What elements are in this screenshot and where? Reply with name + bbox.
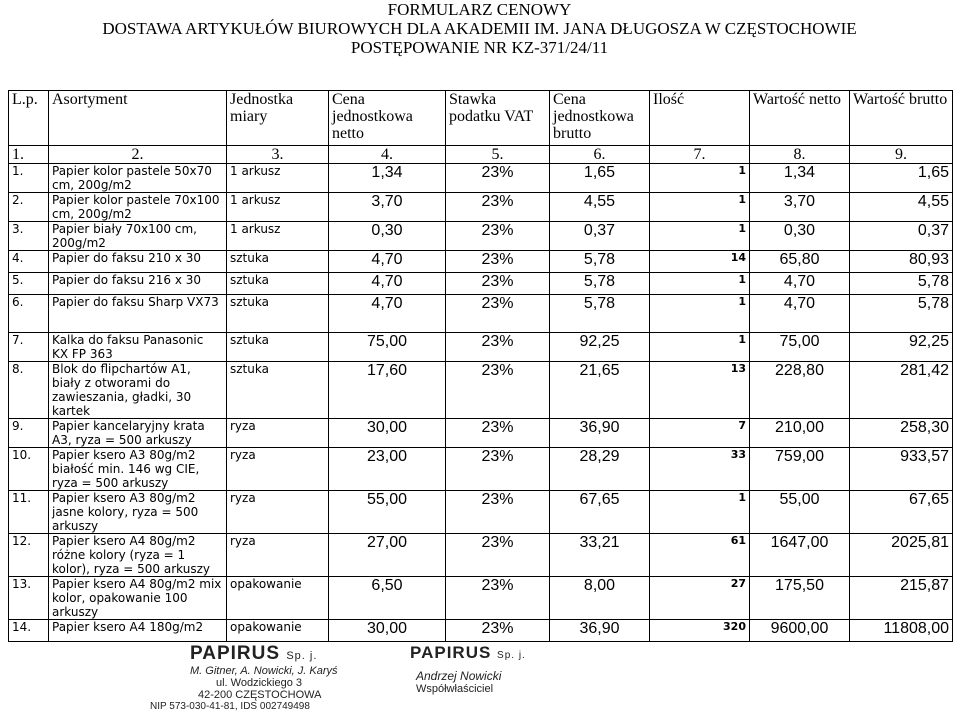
row-net-value: 0,30 (750, 222, 850, 251)
row-vat-rate: 23% (446, 164, 550, 193)
stamp-street: ul. Wodzickiego 3 (216, 677, 303, 689)
row-vat-rate: 23% (446, 491, 550, 534)
row-unit-gross-price: 5,78 (550, 273, 650, 295)
stamp-tax-id: NIP 573-030-41-81, IDS 002749498 (150, 701, 310, 712)
row-lp: 10. (9, 448, 49, 491)
row-net-value: 65,80 (750, 251, 850, 273)
row-net-value: 210,00 (750, 419, 850, 448)
row-unit-net-price: 23,00 (329, 448, 446, 491)
row-gross-value: 67,65 (850, 491, 953, 534)
stamp-city: 42-200 CZĘSTOCHOWA (198, 689, 322, 701)
row-unit-gross-price: 0,37 (550, 222, 650, 251)
row-item-name: Papier kancelaryjny krata A3, ryza = 500 arkuszy (49, 419, 227, 448)
row-item-name: Papier do faksu 210 x 30 (49, 251, 227, 273)
row-lp: 9. (9, 419, 49, 448)
row-item-name: Papier ksero A4 80g/m2 mix kolor, opakowanie 100 arkuszy (49, 577, 227, 620)
row-unit: 1 arkusz (227, 164, 329, 193)
row-unit-gross-price: 36,90 (550, 419, 650, 448)
col-number: 2. (49, 146, 227, 164)
row-lp: 6. (9, 295, 49, 333)
row-unit-net-price: 0,30 (329, 222, 446, 251)
row-quantity: 1 (650, 333, 750, 362)
row-quantity: 1 (650, 491, 750, 534)
row-unit-gross-price: 5,78 (550, 295, 650, 333)
row-unit-net-price: 55,00 (329, 491, 446, 534)
row-unit-net-price: 3,70 (329, 193, 446, 222)
signature-name: Andrzej Nowicki (416, 669, 502, 683)
row-gross-value: 281,42 (850, 362, 953, 419)
row-quantity: 1 (650, 222, 750, 251)
row-lp: 4. (9, 251, 49, 273)
row-item-name: Papier kolor pastele 50x70 cm, 200g/m2 (49, 164, 227, 193)
row-gross-value: 1,65 (850, 164, 953, 193)
col-header: Cena jednostkowa netto (329, 91, 446, 146)
column-header-row (9, 91, 953, 146)
row-net-value: 55,00 (750, 491, 850, 534)
row-vat-rate: 23% (446, 620, 550, 642)
stamp-brand: PAPIRUS (190, 643, 281, 664)
row-unit-gross-price: 5,78 (550, 251, 650, 273)
row-unit-net-price: 30,00 (329, 419, 446, 448)
row-vat-rate: 23% (446, 448, 550, 491)
table-row (9, 534, 953, 577)
row-unit-net-price: 4,70 (329, 295, 446, 333)
row-item-name: Kalka do faksu Panasonic KX FP 363 (49, 333, 227, 362)
row-unit: sztuka (227, 333, 329, 362)
table-row (9, 362, 953, 419)
row-unit-gross-price: 8,00 (550, 577, 650, 620)
row-net-value: 228,80 (750, 362, 850, 419)
row-unit-net-price: 17,60 (329, 362, 446, 419)
column-number-row (9, 146, 953, 164)
row-quantity: 13 (650, 362, 750, 419)
table-row (9, 193, 953, 222)
row-unit: sztuka (227, 273, 329, 295)
row-quantity: 7 (650, 419, 750, 448)
row-unit-net-price: 1,34 (329, 164, 446, 193)
row-unit-net-price: 6,50 (329, 577, 446, 620)
col-number: 9. (850, 146, 953, 164)
row-item-name: Papier biały 70x100 cm, 200g/m2 (49, 222, 227, 251)
signature-role: Współwłaściciel (416, 683, 494, 695)
row-gross-value: 258,30 (850, 419, 953, 448)
row-lp: 11. (9, 491, 49, 534)
row-gross-value: 4,55 (850, 193, 953, 222)
table-row (9, 251, 953, 273)
row-unit-net-price: 30,00 (329, 620, 446, 642)
col-number: 4. (329, 146, 446, 164)
col-header: Stawka podatku VAT (446, 91, 550, 146)
row-gross-value: 5,78 (850, 295, 953, 333)
row-item-name: Papier ksero A4 80g/m2 różne kolory (ryza = 1 kolor), ryza = 500 arkuszy (49, 534, 227, 577)
signature-stamp (410, 643, 530, 695)
row-gross-value: 92,25 (850, 333, 953, 362)
row-lp: 2. (9, 193, 49, 222)
form-title: FORMULARZ CENOWY (387, 0, 572, 19)
row-lp: 3. (9, 222, 49, 251)
row-unit-gross-price: 67,65 (550, 491, 650, 534)
col-header: Jednostka miary (227, 91, 329, 146)
row-gross-value: 2025,81 (850, 534, 953, 577)
col-header: L.p. (9, 91, 49, 146)
table-row (9, 448, 953, 491)
col-header: Ilość (650, 91, 750, 146)
row-vat-rate: 23% (446, 295, 550, 333)
company-stamp (150, 643, 400, 712)
table-row (9, 491, 953, 534)
row-unit: sztuka (227, 251, 329, 273)
row-lp: 5. (9, 273, 49, 295)
row-unit: sztuka (227, 362, 329, 419)
row-vat-rate: 23% (446, 577, 550, 620)
stamp2-company-type: Sp. j. (497, 650, 526, 661)
row-item-name: Blok do flipchartów A1, biały z otworami do zawieszania, gładki, 30 kartek (49, 362, 227, 419)
table-body (9, 164, 953, 642)
table-row (9, 295, 953, 333)
row-vat-rate: 23% (446, 251, 550, 273)
row-item-name: Papier ksero A3 80g/m2 jasne kolory, ryza = 500 arkuszy (49, 491, 227, 534)
row-net-value: 4,70 (750, 295, 850, 333)
row-item-name: Papier kolor pastele 70x100 cm, 200g/m2 (49, 193, 227, 222)
table-row (9, 333, 953, 362)
col-header: Cena jednostkowa brutto (550, 91, 650, 146)
row-unit: ryza (227, 534, 329, 577)
table-row (9, 222, 953, 251)
row-item-name: Papier do faksu Sharp VX73 (49, 295, 227, 333)
stamp-owners: M. Gitner, A. Nowicki, J. Karyś (190, 665, 338, 677)
procedure-number: POSTĘPOWANIE NR KZ-371/24/11 (350, 38, 609, 57)
row-quantity: 61 (650, 534, 750, 577)
col-header: Asortyment (49, 91, 227, 146)
row-lp: 13. (9, 577, 49, 620)
row-net-value: 9600,00 (750, 620, 850, 642)
stamp-company-type: Sp. j. (286, 650, 318, 662)
row-unit-gross-price: 33,21 (550, 534, 650, 577)
row-item-name: Papier ksero A4 180g/m2 (49, 620, 227, 642)
stamp2-brand: PAPIRUS (410, 643, 492, 662)
row-net-value: 3,70 (750, 193, 850, 222)
row-net-value: 75,00 (750, 333, 850, 362)
row-unit: 1 arkusz (227, 193, 329, 222)
row-vat-rate: 23% (446, 333, 550, 362)
row-unit-gross-price: 1,65 (550, 164, 650, 193)
row-vat-rate: 23% (446, 222, 550, 251)
row-unit-net-price: 4,70 (329, 273, 446, 295)
table-row (9, 577, 953, 620)
row-unit-net-price: 75,00 (329, 333, 446, 362)
col-number: 8. (750, 146, 850, 164)
table-row (9, 419, 953, 448)
row-quantity: 1 (650, 193, 750, 222)
row-vat-rate: 23% (446, 362, 550, 419)
row-unit-gross-price: 92,25 (550, 333, 650, 362)
row-lp: 1. (9, 164, 49, 193)
col-number: 7. (650, 146, 750, 164)
row-net-value: 4,70 (750, 273, 850, 295)
row-unit: 1 arkusz (227, 222, 329, 251)
col-header: Wartość netto (750, 91, 850, 146)
row-vat-rate: 23% (446, 273, 550, 295)
row-quantity: 1 (650, 273, 750, 295)
row-unit: ryza (227, 491, 329, 534)
row-unit-gross-price: 4,55 (550, 193, 650, 222)
table-row (9, 164, 953, 193)
row-quantity: 27 (650, 577, 750, 620)
row-quantity: 1 (650, 164, 750, 193)
row-gross-value: 933,57 (850, 448, 953, 491)
col-number: 1. (9, 146, 49, 164)
table-row (9, 273, 953, 295)
row-item-name: Papier ksero A3 80g/m2 białość min. 146 wg CIE, ryza = 500 arkuszy (49, 448, 227, 491)
row-unit: ryza (227, 419, 329, 448)
row-item-name: Papier do faksu 216 x 30 (49, 273, 227, 295)
row-net-value: 175,50 (750, 577, 850, 620)
row-unit-gross-price: 36,90 (550, 620, 650, 642)
row-quantity: 14 (650, 251, 750, 273)
col-number: 3. (227, 146, 329, 164)
price-table (8, 90, 953, 642)
row-net-value: 1,34 (750, 164, 850, 193)
row-gross-value: 80,93 (850, 251, 953, 273)
row-quantity: 1 (650, 295, 750, 333)
row-quantity: 320 (650, 620, 750, 642)
row-unit-net-price: 4,70 (329, 251, 446, 273)
row-quantity: 33 (650, 448, 750, 491)
row-gross-value: 215,87 (850, 577, 953, 620)
row-gross-value: 5,78 (850, 273, 953, 295)
col-number: 5. (446, 146, 550, 164)
row-lp: 8. (9, 362, 49, 419)
row-unit: sztuka (227, 295, 329, 333)
row-gross-value: 0,37 (850, 222, 953, 251)
row-lp: 12. (9, 534, 49, 577)
row-vat-rate: 23% (446, 534, 550, 577)
col-number: 6. (550, 146, 650, 164)
tender-subject: DOSTAWA ARTYKUŁÓW BIUROWYCH DLA AKADEMII IM. JANA DŁUGOSZA W CZĘSTOCHOWIE (102, 19, 857, 38)
row-net-value: 1647,00 (750, 534, 850, 577)
row-gross-value: 11808,00 (850, 620, 953, 642)
row-unit: opakowanie (227, 620, 329, 642)
row-vat-rate: 23% (446, 419, 550, 448)
col-header: Wartość brutto (850, 91, 953, 146)
row-lp: 7. (9, 333, 49, 362)
row-unit-gross-price: 28,29 (550, 448, 650, 491)
row-lp: 14. (9, 620, 49, 642)
row-unit: ryza (227, 448, 329, 491)
row-vat-rate: 23% (446, 193, 550, 222)
row-net-value: 759,00 (750, 448, 850, 491)
row-unit-gross-price: 21,65 (550, 362, 650, 419)
row-unit-net-price: 27,00 (329, 534, 446, 577)
table-row (9, 620, 953, 642)
row-unit: opakowanie (227, 577, 329, 620)
